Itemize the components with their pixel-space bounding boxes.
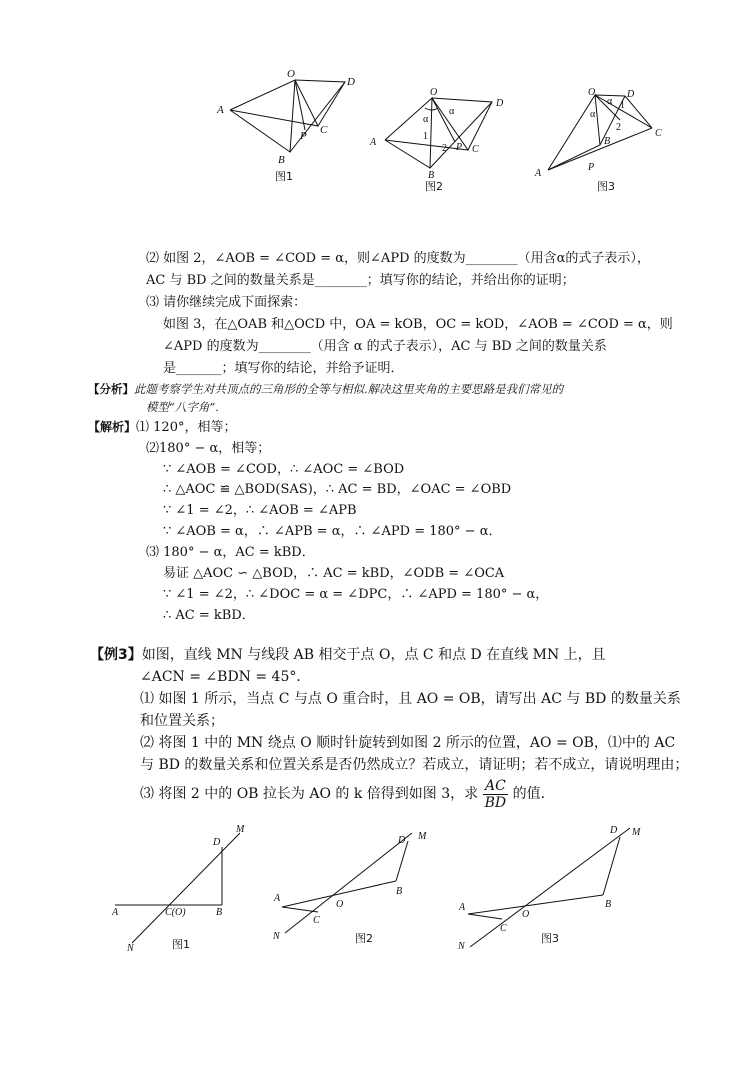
example3-q3-pre: ⑶ 将图 2 中的 OB 拉长为 AO 的 k 倍得到如图 3，求	[140, 786, 479, 802]
b2-label-N: N	[273, 931, 280, 942]
b3-label-D: D	[610, 825, 618, 836]
analysis-line2: 模型“八字角”.	[146, 400, 219, 414]
b1-label-A: A	[112, 907, 119, 918]
fig3-alpha-2: α	[607, 96, 613, 107]
example3-q1b: 和位置关系；	[140, 713, 224, 729]
example3-q2a: ⑵ 将图 1 中的 MN 绕点 O 顺时针旋转到如图 2 所示的位置，AO = OB，⑴中的 AC	[140, 735, 676, 751]
b2-caption: 图2	[355, 932, 373, 945]
b1-label-B: B	[216, 907, 223, 918]
fig1-label-D: D	[347, 76, 355, 88]
fig3-angle-2: 2	[616, 122, 621, 133]
fig3-label-P: P	[588, 162, 595, 173]
fig2-angle-2: 2	[442, 143, 447, 154]
analysis-tag: 【分析】	[88, 382, 134, 396]
fig2-alpha-1: α	[423, 114, 429, 125]
example3-tag: 【例3】	[90, 647, 142, 663]
fig2-label-O: O	[430, 87, 438, 98]
fig2-alpha-2: α	[449, 106, 455, 117]
fig3-label-C: C	[655, 128, 662, 139]
solution-tag: 【解析】	[88, 420, 137, 434]
solution-text-5: ∵ ∠AOB = α，∴ ∠APB = α，∴ ∠APD = 180° − α．	[163, 524, 502, 539]
fig1-caption: 图1	[275, 170, 293, 183]
fig1-label-A: A	[217, 104, 224, 116]
problem-q2-line1: ⑵ 如图 2，∠AOB = ∠COD = α，则∠APD 的度数为________（用含α的式子表示），	[146, 251, 650, 266]
bottom-figure-1	[115, 833, 240, 943]
fig3-angle-1: 1	[620, 100, 625, 111]
b2-label-M: M	[418, 831, 427, 842]
analysis-line1	[88, 380, 563, 398]
bottom-figure-3	[468, 828, 630, 947]
solution-text-2: ∵ ∠AOB = ∠COD，∴ ∠AOC = ∠BOD	[163, 462, 405, 477]
b2-label-B: B	[396, 886, 403, 897]
b3-label-O: O	[522, 909, 530, 920]
b1-label-D: D	[213, 837, 221, 848]
fig2-label-P: P	[456, 142, 463, 153]
fig3-label-D: D	[627, 89, 635, 100]
problem-q3-line1: ⑶ 请你继续完成下面探索：	[146, 295, 307, 310]
solution-text-8: ∵ ∠1 = ∠2，∴ ∠DOC = α = ∠DPC，∴ ∠APD = 180° − α，	[163, 587, 549, 602]
bottom-figures	[0, 815, 756, 965]
fig2-caption: 图2	[425, 180, 443, 193]
solution-text-9: ∴ AC = kBD．	[163, 608, 255, 623]
solution-text-0: ⑴ 120°，相等；	[136, 420, 237, 435]
example3-fraction	[483, 778, 509, 811]
fraction-denominator: BD	[484, 794, 507, 811]
b2-label-A: A	[274, 893, 281, 904]
b2-label-C: C	[313, 915, 320, 926]
fig2-label-A: A	[370, 137, 377, 148]
b1-label-CO: C(O)	[165, 907, 186, 918]
problem-q2-line2: AC 与 BD 之间的数量关系是________；填写你的结论，并给出你的证明；	[146, 273, 575, 288]
solution-line1	[88, 418, 236, 437]
solution-text-6: ⑶ 180° − α，AC = kBD．	[146, 545, 315, 560]
solution-text-1: ⑵180° − α，相等；	[146, 441, 271, 456]
solution-text-3: ∴ △AOC ≌ △BOD(SAS)，∴ AC = BD，∠OAC = ∠OBD	[163, 482, 512, 497]
b1-label-N: N	[127, 943, 134, 954]
fig3-label-O: O	[588, 87, 596, 98]
fig3-label-B: B	[604, 136, 611, 147]
fig1-label-C: C	[320, 124, 328, 136]
b1-label-M: M	[236, 824, 245, 835]
b3-label-M: M	[632, 827, 641, 838]
problem-q3-line2: 如图 3，在△OAB 和△OCD 中，OA = kOB，OC = kOD，∠AOB = ∠COD = α，则	[163, 317, 673, 332]
analysis-text: 此题考察学生对共顶点的三角形的全等与相似.解决这里夹角的主要思路是我们常见的	[134, 382, 564, 396]
example3-text1: 如图，直线 MN 与线段 AB 相交于点 O，点 C 和点 D 在直线 MN 上，且	[141, 647, 606, 663]
example3-q3	[140, 776, 555, 812]
fraction-numerator: AC	[483, 778, 509, 795]
fig3-caption: 图3	[597, 180, 615, 193]
b1-caption: 图1	[172, 938, 190, 951]
example3-line2: ∠ACN = ∠BDN = 45°．	[140, 669, 311, 685]
fig1-label-P: P	[300, 130, 307, 142]
problem-q3-line4: 是_______；填写你的结论，并给予证明．	[163, 361, 404, 376]
example3-q3-post: 的值．	[512, 786, 555, 802]
b3-label-N: N	[458, 941, 465, 952]
b2-label-D: D	[398, 835, 406, 846]
fig1-label-O: O	[287, 68, 295, 80]
problem-q3-line3: ∠APD 的度数为________（用含 α 的式子表示），AC 与 BD 之间的数量关系	[163, 339, 607, 354]
example3-line1	[90, 644, 606, 666]
top-figure-3	[548, 95, 652, 170]
b3-label-B: B	[605, 899, 612, 910]
b3-label-A: A	[459, 902, 466, 913]
b3-label-C: C	[500, 923, 507, 934]
bottom-figure-2	[282, 833, 412, 933]
b2-label-O: O	[336, 899, 344, 910]
b3-caption: 图3	[541, 932, 559, 945]
fig2-label-C: C	[472, 144, 479, 155]
fig1-label-B: B	[278, 154, 285, 166]
top-figure-1	[230, 80, 345, 152]
solution-text-4: ∵ ∠1 = ∠2，∴ ∠AOB = ∠APB	[163, 503, 357, 518]
fig2-angle-1: 1	[423, 131, 428, 142]
top-figure-2	[385, 98, 492, 168]
solution-text-7: 易证 △AOC ∽ △BOD，∴ AC = kBD，∠ODB = ∠OCA	[163, 566, 505, 581]
example3-q1a: ⑴ 如图 1 所示，当点 C 与点 O 重合时，且 AO = OB，请写出 AC 与 BD 的数量关系	[140, 691, 681, 707]
fig2-label-D: D	[496, 98, 504, 109]
fig2-label-B: B	[428, 170, 435, 181]
fig3-alpha-1: α	[590, 109, 596, 120]
top-figures	[0, 0, 756, 200]
fig3-label-A: A	[535, 168, 542, 179]
example3-q2b: 与 BD 的数量关系和位置关系是否仍然成立？若成立，请证明；若不成立，请说明理由；	[140, 757, 689, 773]
